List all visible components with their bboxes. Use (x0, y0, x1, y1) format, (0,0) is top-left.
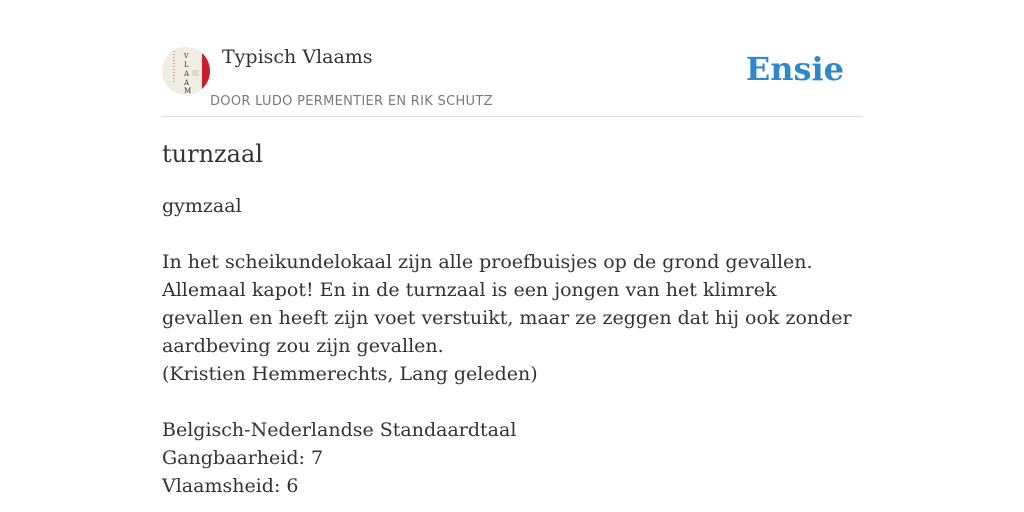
book-header (162, 44, 862, 117)
spacer (162, 388, 862, 416)
book-title[interactable]: Typisch Vlaams (222, 46, 373, 68)
entry-flemishness: Vlaamsheid: 6 (162, 475, 299, 497)
entry-definition: gymzaal (162, 195, 242, 217)
book-authors: DOOR LUDO PERMENTIER EN RIK SCHUTZ (210, 94, 493, 109)
svg-text:L: L (184, 61, 189, 69)
svg-text:V: V (184, 53, 189, 60)
spacer (162, 220, 862, 248)
entry-source: (Kristien Hemmerechts, Lang geleden) (162, 363, 538, 385)
book-cover-avatar[interactable] (162, 47, 210, 95)
entry-content (162, 192, 862, 500)
ensie-logo-link[interactable]: Ensie (745, 50, 844, 88)
entry-frequency: Gangbaarheid: 7 (162, 447, 324, 469)
book-cover-image (162, 47, 210, 95)
svg-text:A: A (184, 79, 190, 87)
entry-example: In het scheikundelokaal zijn alle proefbuisjes op de grond gevallen. Allemaal kapot! En in de turnzaal is een jongen van het klimrek gevallen en heeft zijn voet verstuikt, maar ze zeggen dat hij ook zonder aardbeving zou zijn gevallen. (162, 251, 852, 357)
svg-text:A: A (184, 70, 190, 78)
entry-language-label: Belgisch-Nederlandse Standaardtaal (162, 419, 517, 441)
svg-text:M: M (184, 87, 192, 95)
entry-headword: turnzaal (162, 140, 263, 168)
